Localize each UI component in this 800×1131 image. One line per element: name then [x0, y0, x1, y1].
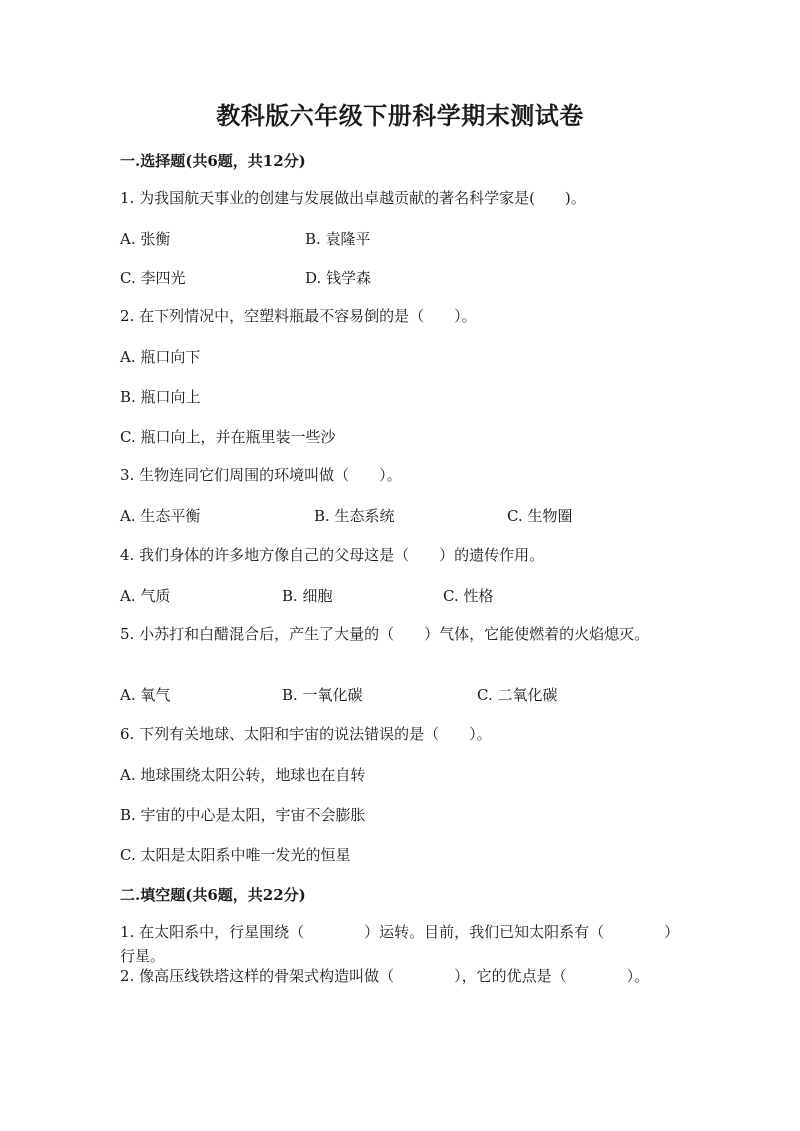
q1-option-c: C. 李四光	[120, 269, 186, 287]
q6-option-c: C. 太阳是太阳系中唯一发光的恒星	[120, 846, 351, 864]
q5-option-a: A. 氧气	[120, 686, 171, 704]
q5-option-b: B. 一氧化碳	[282, 686, 363, 704]
page-title: 教科版六年级下册科学期末测试卷	[216, 101, 584, 130]
question-6: 6. 下列有关地球、太阳和宇宙的说法错误的是（ ）。	[120, 725, 492, 743]
q5-option-c: C. 二氧化碳	[477, 686, 558, 704]
section-heading-fill: 二.填空题(共6题，共22分)	[120, 886, 306, 904]
q3-option-a: A. 生态平衡	[120, 507, 201, 525]
q1-option-b: B. 袁隆平	[305, 230, 371, 248]
q6-option-a: A. 地球围绕太阳公转，地球也在自转	[120, 766, 366, 784]
fill-question-2: 2. 像高压线铁塔这样的骨架式构造叫做（ ），它的优点是（ ）。	[120, 967, 650, 985]
question-1: 1. 为我国航天事业的创建与发展做出卓越贡献的著名科学家是( )。	[120, 189, 586, 207]
q1-option-a: A. 张衡	[120, 230, 171, 248]
question-4: 4. 我们身体的许多地方像自己的父母这是（ ）的遗传作用。	[120, 546, 545, 564]
question-2: 2. 在下列情况中，空塑料瓶最不容易倒的是（ ）。	[120, 307, 477, 325]
fill-question-1: 1. 在太阳系中，行星围绕（ ）运转。目前，我们已知太阳系有（ ）行星。	[120, 923, 680, 965]
q3-option-b: B. 生态系统	[314, 507, 395, 525]
q3-option-c: C. 生物圈	[507, 507, 573, 525]
q4-option-c: C. 性格	[443, 587, 494, 605]
q2-option-a: A. 瓶口向下	[120, 348, 201, 366]
question-3: 3. 生物连同它们周围的环境叫做（ ）。	[120, 466, 402, 484]
q2-option-b: B. 瓶口向上	[120, 388, 201, 406]
question-5: 5. 小苏打和白醋混合后，产生了大量的（ ）气体，它能使燃着的火焰熄灭。	[120, 625, 650, 643]
section-heading-choice: 一.选择题(共6题，共12分)	[120, 152, 306, 170]
q1-option-d: D. 钱学森	[305, 269, 372, 287]
q4-option-b: B. 细胞	[282, 587, 333, 605]
q2-option-c: C. 瓶口向上，并在瓶里装一些沙	[120, 428, 336, 446]
q4-option-a: A. 气质	[120, 587, 171, 605]
q6-option-b: B. 宇宙的中心是太阳，宇宙不会膨胀	[120, 806, 366, 824]
